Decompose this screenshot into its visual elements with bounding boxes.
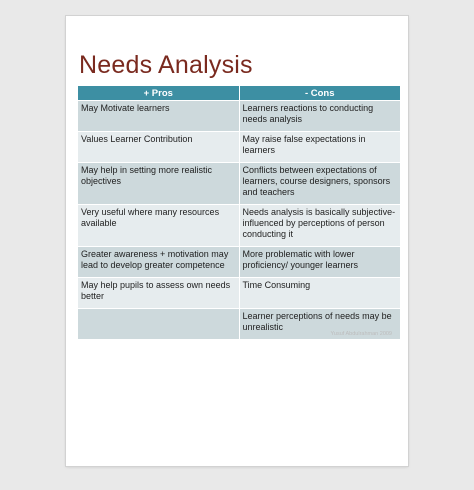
pro-cell: Values Learner Contribution [78,132,239,163]
table-row [78,101,400,132]
table-row [78,278,400,309]
con-cell: May raise false expectations in learners [239,132,400,163]
pro-cell: May help pupils to assess own needs better [78,278,239,309]
pro-cell: May help in setting more realistic objectives [78,163,239,205]
pro-cell: May Motivate learners [78,101,239,132]
header-cons: - Cons [239,86,400,101]
table-row [78,132,400,163]
con-cell: Needs analysis is basically subjective-influenced by perceptions of person conducting it [239,205,400,247]
pro-cell [78,309,239,340]
header-pros: + Pros [78,86,239,101]
con-cell: More problematic with lower proficiency/ younger learners [239,247,400,278]
table-header-row [78,86,400,101]
pro-cell: Very useful where many resources available [78,205,239,247]
con-cell-text: Learner perceptions of needs may be unrealistic [242,311,392,332]
con-cell: Conflicts between expectations of learners, course designers, sponsors and teachers [239,163,400,205]
author-watermark: Yusuf Abdulrahman 2009 [330,331,392,337]
table-row [78,247,400,278]
page-title: Needs Analysis [79,51,253,79]
con-cell: Time Consuming [239,278,400,309]
pro-cell: Greater awareness + motivation may lead to develop greater competence [78,247,239,278]
table-row [78,163,400,205]
document-page [66,16,408,466]
con-cell [239,309,400,340]
con-cell: Learners reactions to conducting needs analysis [239,101,400,132]
table-row [78,205,400,247]
table-row [78,309,400,340]
pros-cons-table [78,86,400,339]
